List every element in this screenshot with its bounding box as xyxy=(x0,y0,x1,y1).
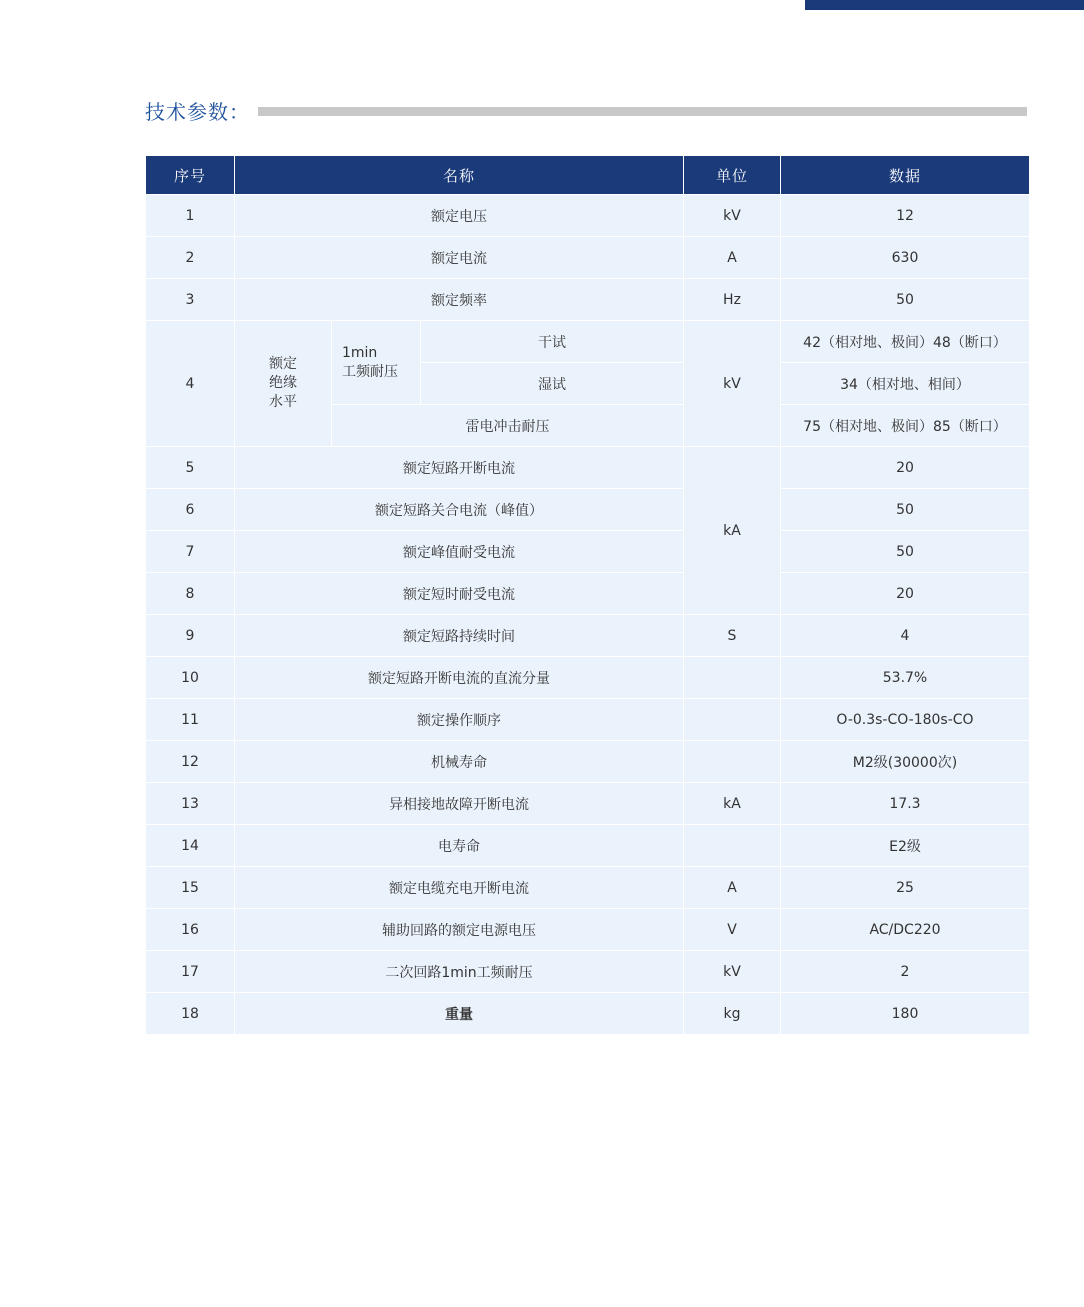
table-row xyxy=(146,741,1029,782)
table-row xyxy=(146,489,1029,530)
table-row xyxy=(146,531,1029,572)
column-header-data: 数据 xyxy=(781,156,1029,194)
cell-no: 17 xyxy=(146,951,234,992)
cell-subname-wet-test: 湿试 xyxy=(421,363,683,404)
cell-unit xyxy=(684,699,780,740)
cell-name: 电寿命 xyxy=(235,825,683,866)
table-row xyxy=(146,867,1029,908)
cell-no: 10 xyxy=(146,657,234,698)
cell-name: 额定电流 xyxy=(235,237,683,278)
section-title-row xyxy=(145,98,1027,122)
cell-name: 二次回路1min工频耐压 xyxy=(235,951,683,992)
page-title: 技术参数： xyxy=(145,99,250,124)
table-row xyxy=(146,573,1029,614)
cell-unit: kV xyxy=(684,951,780,992)
table-row xyxy=(146,993,1029,1034)
cell-name: 机械寿命 xyxy=(235,741,683,782)
cell-data: 25 xyxy=(781,867,1029,908)
cell-unit: Hz xyxy=(684,279,780,320)
cell-no: 5 xyxy=(146,447,234,488)
cell-data: 630 xyxy=(781,237,1029,278)
cell-name: 额定短时耐受电流 xyxy=(235,573,683,614)
table-row xyxy=(146,657,1029,698)
cell-unit: kV xyxy=(684,195,780,236)
table-header-row xyxy=(146,156,1029,194)
cell-data: 180 xyxy=(781,993,1029,1034)
pf-label-line2: 工频耐压 xyxy=(342,363,398,380)
cell-subname-dry-test: 干试 xyxy=(421,321,683,362)
cell-name: 额定短路开断电流 xyxy=(235,447,683,488)
cell-unit: S xyxy=(684,615,780,656)
table-row xyxy=(146,447,1029,488)
cell-data: 34（相对地、相间） xyxy=(781,363,1029,404)
cell-no: 16 xyxy=(146,909,234,950)
table-row xyxy=(146,783,1029,824)
cell-data: E2级 xyxy=(781,825,1029,866)
cell-no: 7 xyxy=(146,531,234,572)
title-divider-rule xyxy=(258,107,1027,116)
cell-data: 50 xyxy=(781,489,1029,530)
insulation-label-line1: 额定 xyxy=(269,356,297,373)
cell-data: 50 xyxy=(781,279,1029,320)
cell-data: 20 xyxy=(781,573,1029,614)
cell-unit: V xyxy=(684,909,780,950)
technical-parameters-table xyxy=(145,155,1030,1035)
table-row xyxy=(146,825,1029,866)
cell-data: 53.7% xyxy=(781,657,1029,698)
table-row xyxy=(146,195,1029,236)
cell-name: 额定峰值耐受电流 xyxy=(235,531,683,572)
cell-data: 12 xyxy=(781,195,1029,236)
table-row xyxy=(146,951,1029,992)
cell-unit: A xyxy=(684,237,780,278)
column-header-unit: 单位 xyxy=(684,156,780,194)
insulation-label-line2: 绝缘 xyxy=(269,375,297,392)
table-row xyxy=(146,615,1029,656)
cell-no: 2 xyxy=(146,237,234,278)
cell-name: 辅助回路的额定电源电压 xyxy=(235,909,683,950)
cell-name: 额定短路关合电流（峰值） xyxy=(235,489,683,530)
table-row xyxy=(146,909,1029,950)
cell-no: 15 xyxy=(146,867,234,908)
pf-label-line1: 1min xyxy=(342,344,378,361)
cell-no: 18 xyxy=(146,993,234,1034)
cell-no: 1 xyxy=(146,195,234,236)
cell-data: M2级(30000次) xyxy=(781,741,1029,782)
cell-data: 17.3 xyxy=(781,783,1029,824)
cell-no: 8 xyxy=(146,573,234,614)
cell-name: 重量 xyxy=(235,993,683,1034)
cell-data: AC/DC220 xyxy=(781,909,1029,950)
column-header-name: 名称 xyxy=(235,156,683,194)
cell-data: 4 xyxy=(781,615,1029,656)
cell-data: 50 xyxy=(781,531,1029,572)
cell-insulation-group-label xyxy=(235,321,331,446)
cell-power-frequency-label xyxy=(332,321,420,404)
table-row xyxy=(146,321,1029,362)
cell-name: 额定频率 xyxy=(235,279,683,320)
cell-unit: kA xyxy=(684,783,780,824)
cell-name: 额定电缆充电开断电流 xyxy=(235,867,683,908)
cell-no: 6 xyxy=(146,489,234,530)
table-row xyxy=(146,279,1029,320)
cell-unit: kV xyxy=(684,321,780,446)
insulation-label-line3: 水平 xyxy=(269,393,297,410)
cell-unit: kg xyxy=(684,993,780,1034)
cell-unit: A xyxy=(684,867,780,908)
header-accent-bar xyxy=(805,0,1084,10)
cell-no: 11 xyxy=(146,699,234,740)
cell-unit xyxy=(684,657,780,698)
cell-data: 20 xyxy=(781,447,1029,488)
cell-data: 42（相对地、极间）48（断口） xyxy=(781,321,1029,362)
cell-name: 异相接地故障开断电流 xyxy=(235,783,683,824)
cell-subname-lightning-impulse: 雷电冲击耐压 xyxy=(332,405,683,446)
cell-name: 额定电压 xyxy=(235,195,683,236)
cell-no: 4 xyxy=(146,321,234,446)
cell-data: O-0.3s-CO-180s-CO xyxy=(781,699,1029,740)
cell-no: 9 xyxy=(146,615,234,656)
table-row xyxy=(146,237,1029,278)
cell-name: 额定短路持续时间 xyxy=(235,615,683,656)
cell-unit xyxy=(684,741,780,782)
cell-no: 14 xyxy=(146,825,234,866)
column-header-no: 序号 xyxy=(146,156,234,194)
cell-unit xyxy=(684,825,780,866)
cell-unit: kA xyxy=(684,447,780,614)
cell-no: 12 xyxy=(146,741,234,782)
table-row xyxy=(146,699,1029,740)
cell-name: 额定操作顺序 xyxy=(235,699,683,740)
cell-data: 75（相对地、极间）85（断口） xyxy=(781,405,1029,446)
cell-no: 13 xyxy=(146,783,234,824)
cell-data: 2 xyxy=(781,951,1029,992)
cell-name: 额定短路开断电流的直流分量 xyxy=(235,657,683,698)
cell-no: 3 xyxy=(146,279,234,320)
